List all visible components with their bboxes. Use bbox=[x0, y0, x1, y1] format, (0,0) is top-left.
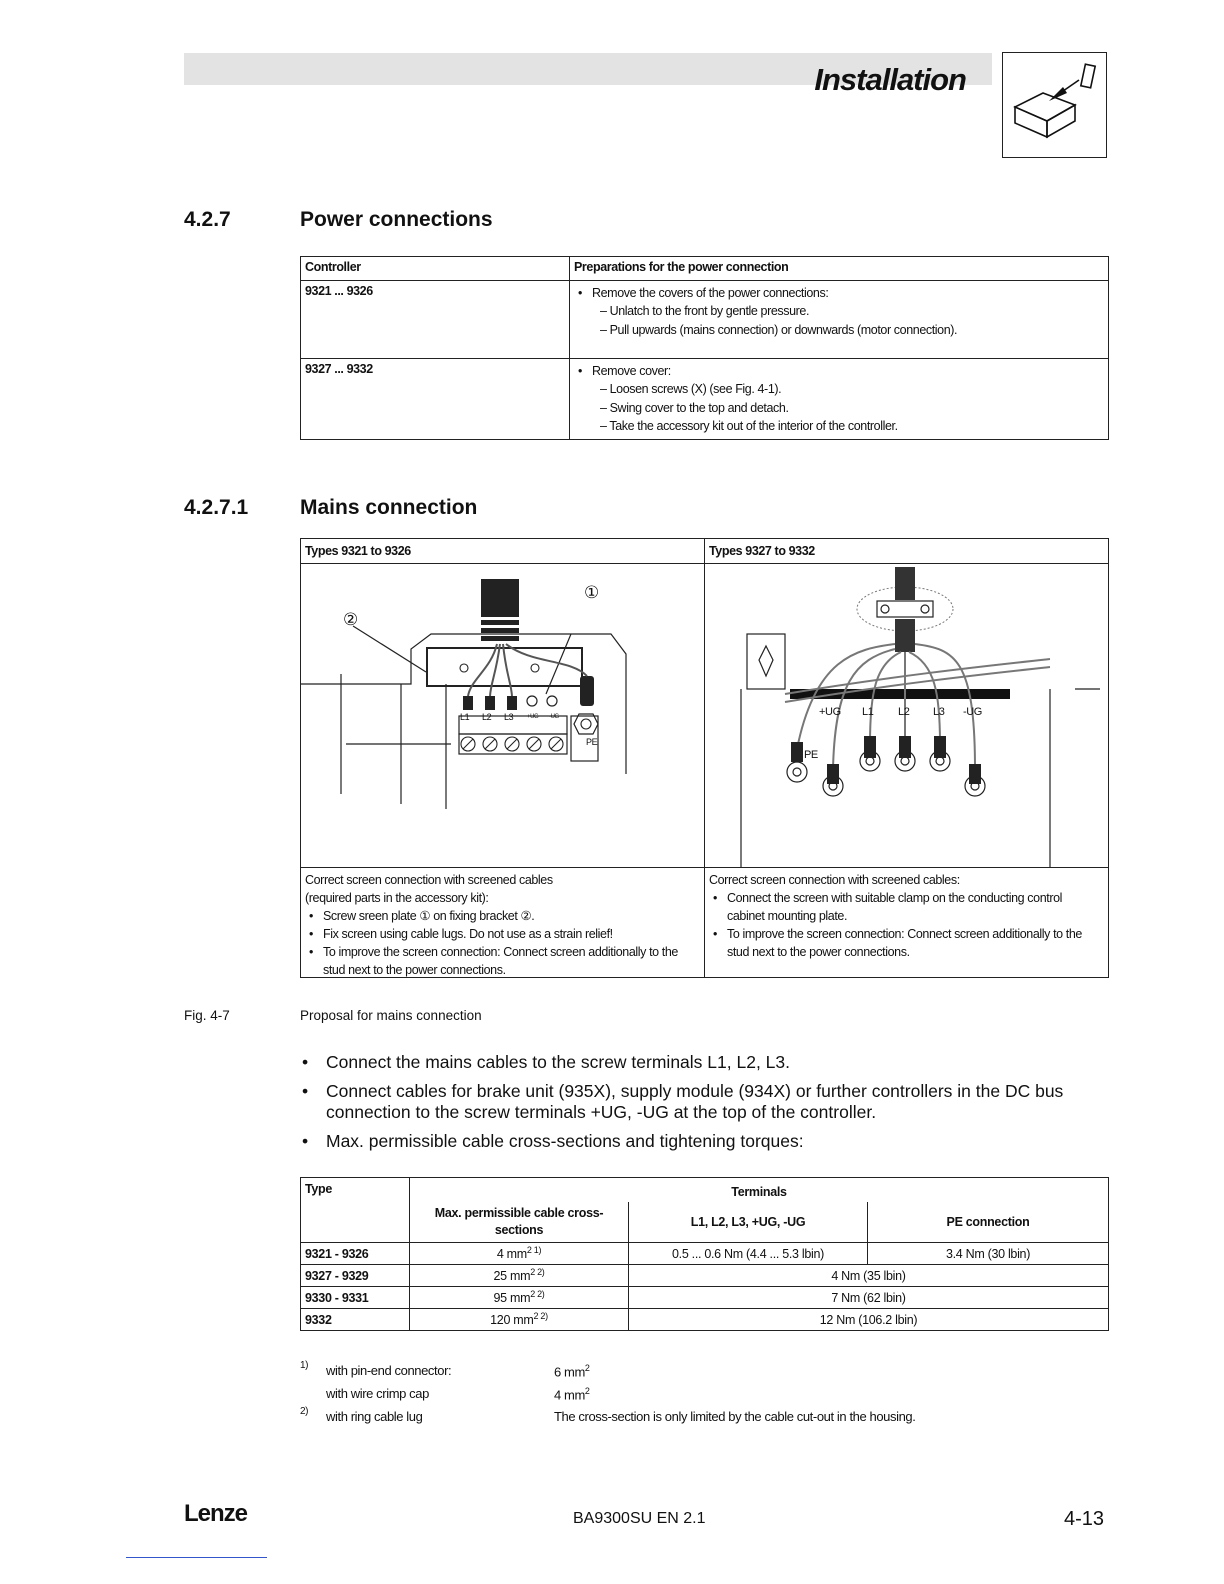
right-caption bbox=[709, 871, 1101, 961]
list-item: • Remove cover: bbox=[574, 362, 1104, 380]
cross-section-cell: 4 $mm^{2 1)}$ bbox=[410, 1243, 629, 1265]
document-id: BA9300SU EN 2.1 bbox=[573, 1510, 706, 1527]
terminal-label: +UG bbox=[527, 714, 539, 720]
footnote-value: 4 $mm^2$ bbox=[554, 1386, 590, 1403]
footnote-mark: 2) bbox=[300, 1406, 309, 1417]
terminal-label: L2 bbox=[898, 706, 910, 718]
section-title: Power connections bbox=[300, 208, 493, 231]
terminal-table bbox=[300, 1177, 1109, 1331]
header-cross-sections: Max. permissible cable cross-sections bbox=[410, 1202, 629, 1243]
pe-torque-cell: 3.4 Nm (30 lbin) bbox=[868, 1243, 1109, 1265]
footnote-label: with pin-end connector: bbox=[326, 1363, 452, 1378]
subsection-title: Mains connection bbox=[300, 496, 478, 519]
header-type: Type bbox=[301, 1178, 410, 1243]
terminal-label: L2 bbox=[482, 712, 492, 722]
table-row bbox=[301, 281, 1109, 359]
footnote-label: with wire crimp cap bbox=[326, 1386, 429, 1401]
footnote-value: 6 $mm^2$ bbox=[554, 1363, 590, 1380]
list-item: • Remove the covers of the power connections: bbox=[574, 284, 1104, 302]
table-header-controller: Controller bbox=[301, 257, 570, 281]
preparation-cell bbox=[570, 359, 1109, 440]
header-terminal-torque: L1, L2, L3, +UG, -UG bbox=[629, 1202, 868, 1243]
caption-text: Correct screen connection with screened cables bbox=[305, 873, 553, 887]
terminal-label: +UG bbox=[819, 706, 841, 718]
step-text: – Swing cover to the top and detach. bbox=[600, 400, 789, 415]
footnote-label: with ring cable lug bbox=[326, 1409, 423, 1424]
torque-cell: 7 Nm (62 lbin) bbox=[629, 1287, 1109, 1309]
left-caption bbox=[305, 871, 697, 979]
pe-label: PE bbox=[804, 749, 818, 761]
terminal-label: -UG bbox=[549, 714, 559, 720]
list-item: • Connect the screen with suitable clamp on the conducting control cabinet mounting plate. bbox=[709, 889, 1101, 925]
step-text: – Take the accessory kit out of the interior of the controller. bbox=[600, 419, 898, 433]
list-item: • To improve the screen connection: Connect screen additionally to the stud next to the power connections. bbox=[709, 925, 1101, 961]
header-terminals: Terminals bbox=[410, 1178, 1109, 1203]
caption-text: (required parts in the accessory kit): bbox=[305, 891, 489, 905]
step-text: – Unlatch to the front by gentle pressure. bbox=[600, 304, 810, 318]
list-item: • To improve the screen connection: Connect screen additionally to the stud next to the power connections. bbox=[305, 943, 697, 979]
table-header-row bbox=[301, 1178, 1109, 1203]
table-subheader-row bbox=[301, 1202, 1109, 1243]
torque-cell: 12 Nm (106.2 lbin) bbox=[629, 1309, 1109, 1331]
mains-connection-figure bbox=[300, 538, 1109, 978]
step-text: – Pull upwards (mains connection) or downwards (motor connection). bbox=[600, 322, 958, 337]
figure-label: Fig. 4-7 bbox=[184, 1008, 230, 1023]
table-row bbox=[301, 1287, 1109, 1309]
table-header-preparations: Preparations for the power connection bbox=[570, 257, 1109, 281]
callout-2: ② bbox=[343, 610, 358, 629]
caption-text: Correct screen connection with screened cables: bbox=[709, 873, 960, 887]
controller-cell: 9327 ... 9332 bbox=[301, 359, 570, 440]
section-number: 4.2.7 bbox=[184, 208, 231, 231]
terminal-label: L1 bbox=[862, 706, 874, 718]
type-cell: 9327 - 9329 bbox=[301, 1265, 410, 1287]
cross-section-cell: 95 $mm^{2 2)}$ bbox=[410, 1287, 629, 1309]
callout-1: ① bbox=[584, 583, 599, 602]
terminal-diagram-9321 bbox=[301, 564, 704, 867]
page-title: Installation bbox=[814, 62, 966, 97]
terminal-label: L1 bbox=[460, 712, 470, 722]
controller-cell: 9321 ... 9326 bbox=[301, 281, 570, 359]
installation-icon bbox=[1002, 52, 1107, 158]
figure-caption: Proposal for mains connection bbox=[300, 1008, 482, 1023]
terminal-label: -UG bbox=[963, 706, 982, 718]
footer-rule bbox=[126, 1557, 267, 1558]
table-row bbox=[301, 1265, 1109, 1287]
list-item: • Max. permissible cable cross-sections and tightening torques: bbox=[300, 1131, 1100, 1152]
footnote-mark: 1) bbox=[300, 1360, 309, 1371]
list-item: • Connect the mains cables to the screw terminals L1, L2, L3. bbox=[300, 1052, 1100, 1073]
list-item: • Fix screen using cable lugs. Do not use as a strain relief! bbox=[305, 925, 697, 943]
list-item: • Screw sreen plate ① on fixing bracket ②. bbox=[305, 907, 697, 925]
cross-section-cell: 25 $mm^{2 2)}$ bbox=[410, 1265, 629, 1287]
table-header-row bbox=[301, 257, 1109, 281]
pe-label: PE bbox=[586, 737, 598, 747]
figure-right-header: Types 9327 to 9332 bbox=[709, 544, 815, 558]
preparation-cell bbox=[570, 281, 1109, 359]
footnote-value: The cross-section is only limited by the cable cut-out in the housing. bbox=[554, 1409, 916, 1424]
type-cell: 9332 bbox=[301, 1309, 410, 1331]
table-row bbox=[301, 1243, 1109, 1265]
subsection-number: 4.2.7.1 bbox=[184, 496, 249, 519]
type-cell: 9321 - 9326 bbox=[301, 1243, 410, 1265]
figure-left-header: Types 9321 to 9326 bbox=[305, 544, 411, 558]
header-pe-torque: PE connection bbox=[868, 1202, 1109, 1243]
table-row bbox=[301, 359, 1109, 440]
preparations-table bbox=[300, 256, 1109, 440]
torque-cell: 4 Nm (35 lbin) bbox=[629, 1265, 1109, 1287]
list-item: • Connect cables for brake unit (935X), supply module (934X) or further controllers in the DC bus connection to the screw terminals +UG, -UG at the top of the controller. bbox=[300, 1081, 1100, 1123]
lenze-logo: Lenze bbox=[184, 1500, 248, 1527]
torque-cell: 0.5 ... 0.6 Nm (4.4 ... 5.3 lbin) bbox=[629, 1243, 868, 1265]
type-cell: 9330 - 9331 bbox=[301, 1287, 410, 1309]
instruction-list bbox=[300, 1052, 1100, 1160]
terminal-label: L3 bbox=[504, 712, 514, 722]
cross-section-cell: 120 $mm^{2 2)}$ bbox=[410, 1309, 629, 1331]
step-text: – Loosen screws (X) (see Fig. 4-1). bbox=[600, 382, 782, 396]
terminal-label: L3 bbox=[933, 706, 945, 718]
table-row bbox=[301, 1309, 1109, 1331]
page-number: 4-13 bbox=[1064, 1508, 1105, 1530]
